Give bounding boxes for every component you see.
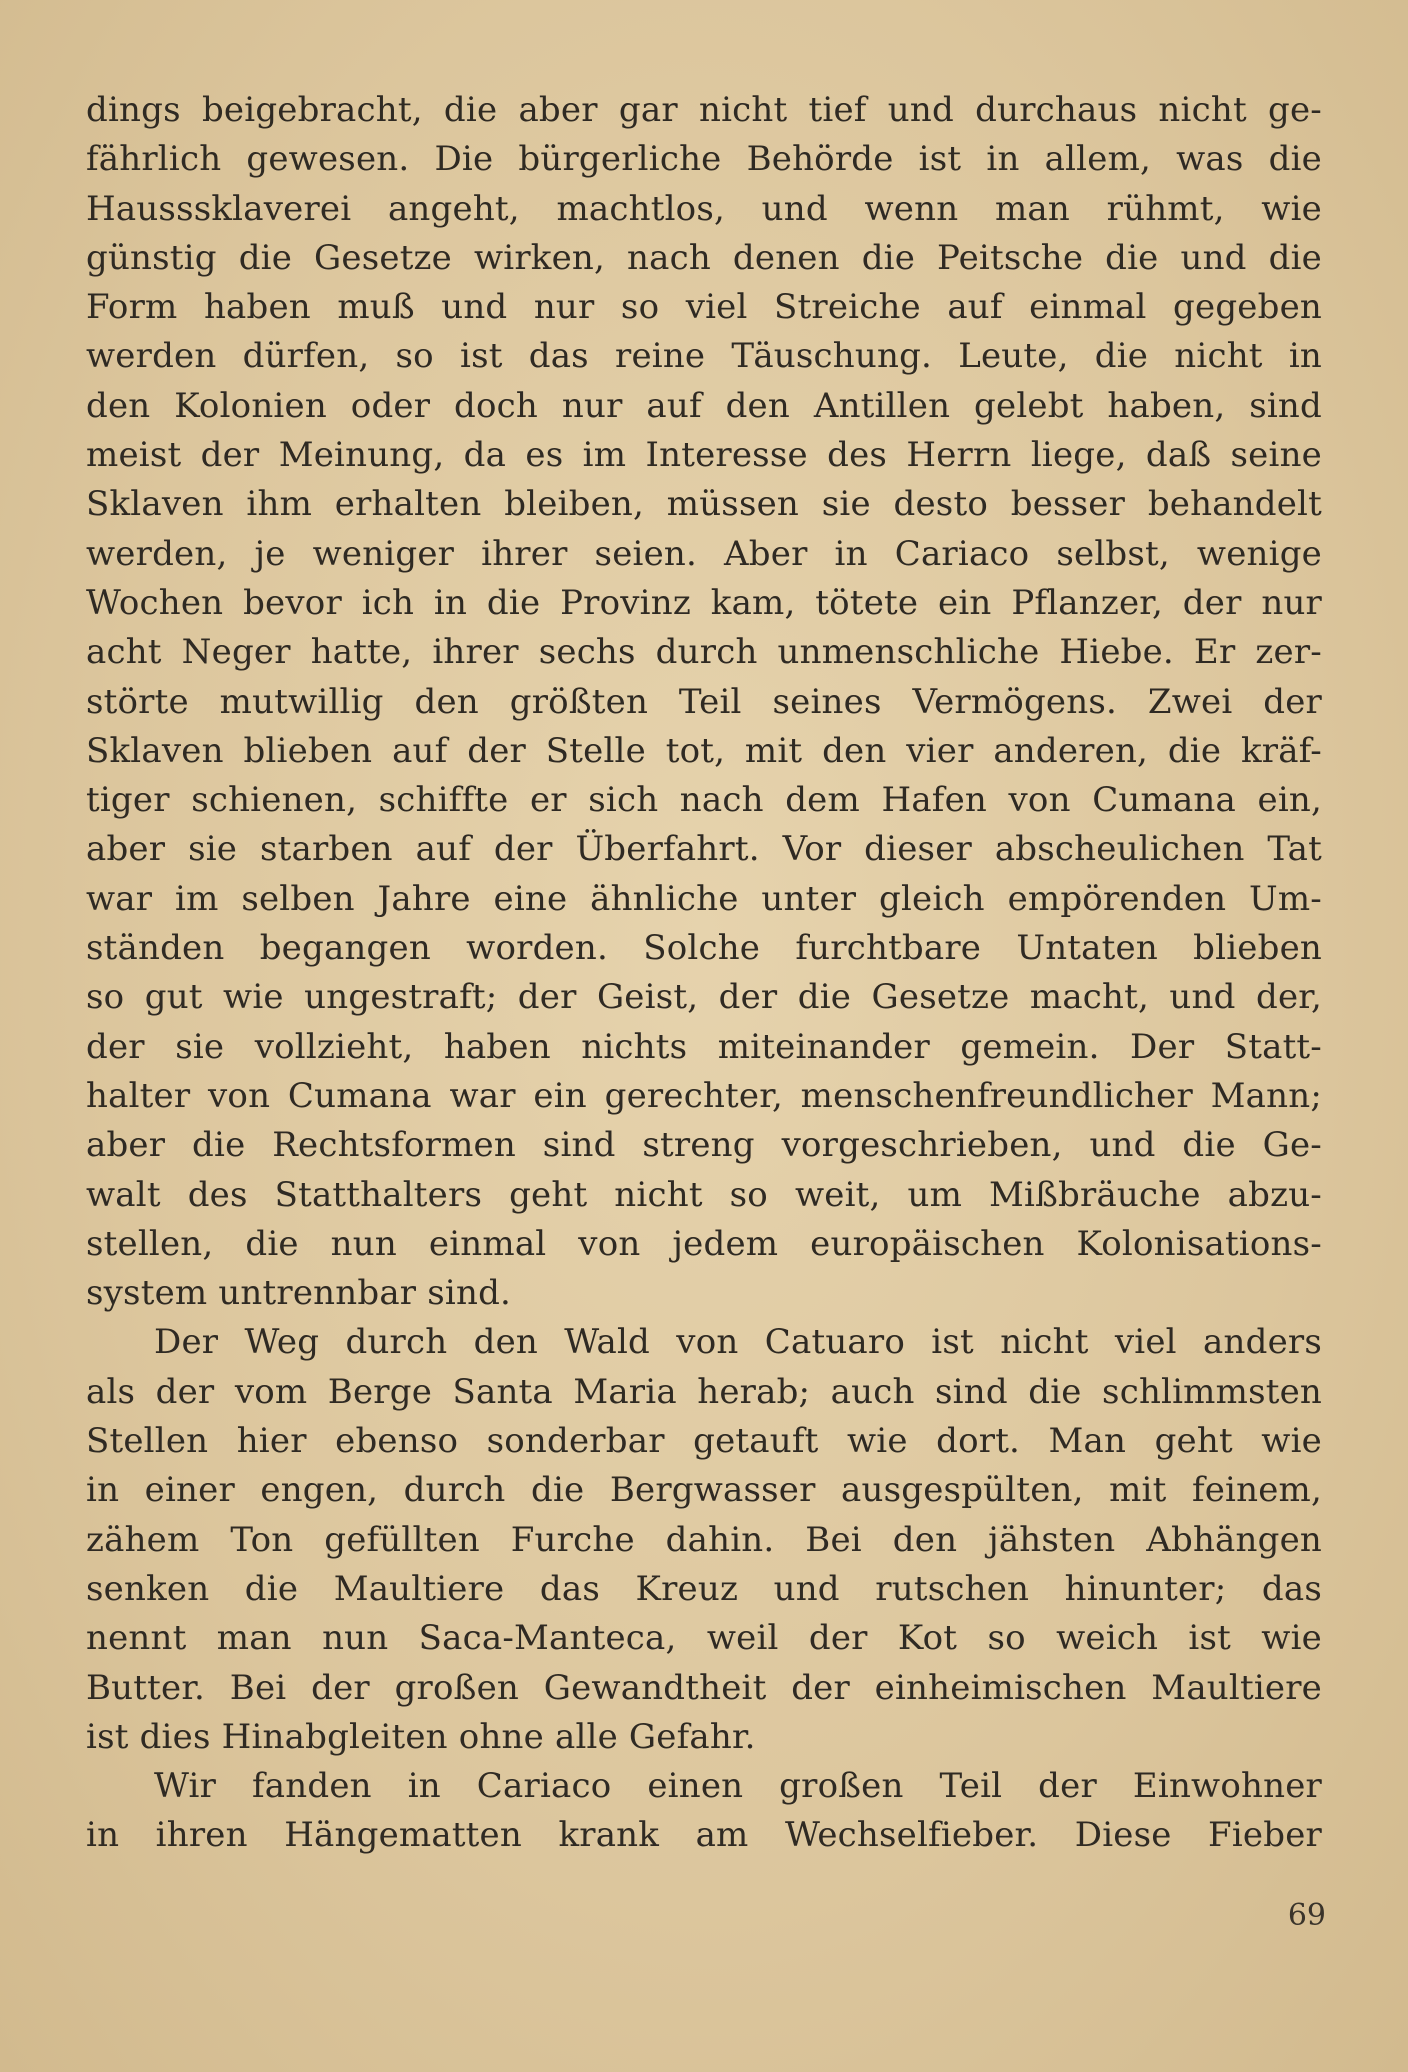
page-number: 69 [1287,1898,1326,1933]
text-line: Wochen bevor ich in die Provinz kam, tötete ein Pflanzer, der nur [86,582,1322,623]
text-line: Sklaven ihm erhalten bleiben, müssen sie desto besser behandelt [86,484,1322,525]
text-line: so gut wie ungestraft; der Geist, der die Gesetze macht, und der, [86,977,1322,1018]
text-line: walt des Statthalters geht nicht so weit, um Mißbräuche abzu- [86,1174,1322,1215]
text-line: zähem Ton gefüllten Furche dahin. Bei den jähsten Abhängen [86,1519,1322,1560]
text-line: Sklaven blieben auf der Stelle tot, mit den vier anderen, die kräf- [86,730,1322,771]
text-line: Form haben muß und nur so viel Streiche auf einmal gegeben [86,287,1322,328]
text-line: werden, je weniger ihrer seien. Aber in Cariaco selbst, wenige [86,533,1322,574]
body-text [86,86,1322,1861]
text-line: Der Weg durch den Wald von Catuaro ist nicht viel anders [154,1322,1322,1363]
text-line: acht Neger hatte, ihrer sechs durch unmenschliche Hiebe. Er zer- [86,632,1322,673]
text-line: ist dies Hinabgleiten ohne alle Gefahr. [86,1716,756,1757]
text-line: senken die Maultiere das Kreuz und rutschen hinunter; das [86,1568,1322,1609]
text-line: störte mutwillig den größten Teil seines Vermögens. Zwei der [86,681,1322,722]
text-line: nennt man nun Saca-Manteca, weil der Kot so weich ist wie [86,1618,1322,1659]
text-line: dings beigebracht, die aber gar nicht tief und durchaus nicht ge- [86,90,1322,130]
text-line: Butter. Bei der großen Gewandtheit der einheimischen Maultiere [86,1667,1322,1708]
text-line: Stellen hier ebenso sonderbar getauft wie dort. Man geht wie [86,1421,1322,1462]
text-line: in ihren Hängematten krank am Wechselfieber. Diese Fieber [86,1815,1322,1856]
text-line: in einer engen, durch die Bergwasser ausgespülten, mit feinem, [86,1470,1322,1511]
text-line: system untrennbar sind. [86,1273,512,1314]
text-line: Hausssklaverei angeht, machtlos, und wenn man rühmt, wie [86,188,1322,229]
text-line: den Kolonien oder doch nur auf den Antillen gelebt haben, sind [86,385,1322,426]
text-line: meist der Meinung, da es im Interesse des Herrn liege, daß seine [86,435,1322,476]
text-line: aber die Rechtsformen sind streng vorgeschrieben, und die Ge- [86,1125,1322,1166]
text-line: als der vom Berge Santa Maria herab; auch sind die schlimmsten [86,1371,1322,1412]
text-line: halter von Cumana war ein gerechter, menschenfreundlicher Mann; [86,1075,1322,1116]
text-line: günstig die Gesetze wirken, nach denen die Peitsche die und die [86,237,1322,278]
text-line: werden dürfen, so ist das reine Täuschung. Leute, die nicht in [86,336,1322,377]
text-line: der sie vollzieht, haben nichts miteinander gemein. Der Statt- [86,1026,1322,1067]
text-line: stellen, die nun einmal von jedem europäischen Kolonisations- [86,1223,1322,1264]
text-line: Wir fanden in Cariaco einen großen Teil der Einwohner [154,1766,1322,1807]
text-line: war im selben Jahre eine ähnliche unter gleich empörenden Um- [86,878,1322,919]
text-line: tiger schienen, schiffte er sich nach dem Hafen von Cumana ein, [86,780,1322,821]
text-line: fährlich gewesen. Die bürgerliche Behörde ist in allem, was die [86,139,1322,180]
text-line: aber sie starben auf der Überfahrt. Vor dieser abscheulichen Tat [86,829,1322,870]
text-line: ständen begangen worden. Solche furchtbare Untaten blieben [86,928,1322,969]
